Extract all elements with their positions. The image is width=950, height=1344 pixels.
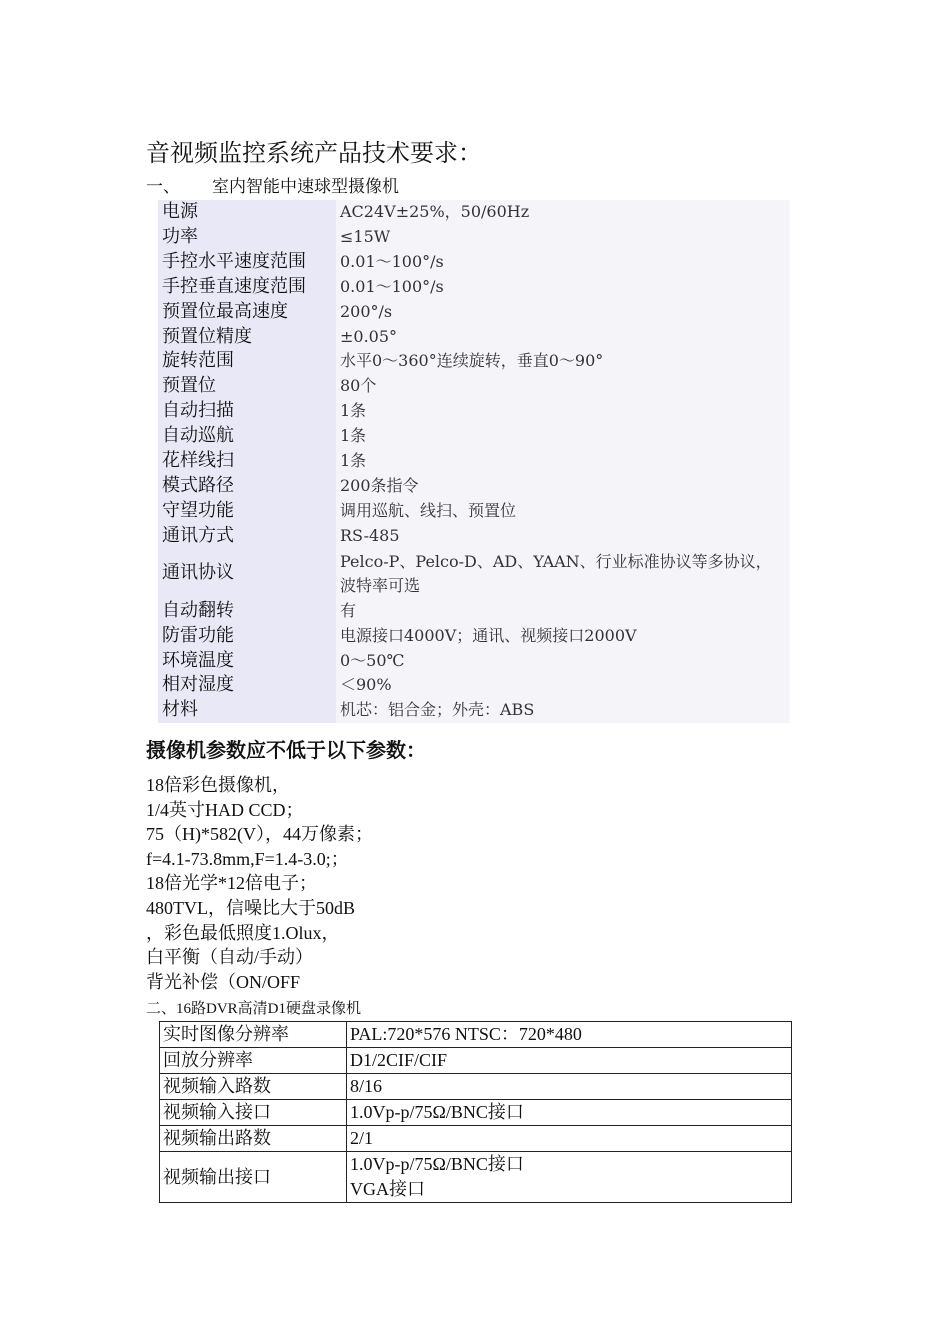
spec-row	[158, 673, 790, 698]
spec-key: 旋转范围	[158, 349, 336, 374]
dvr-spec-value	[347, 1152, 792, 1203]
spec-value: 水平0～360°连续旋转，垂直0～90°	[336, 349, 790, 374]
spec-key: 相对湿度	[158, 673, 336, 698]
dvr-spec-key: 视频输入接口	[160, 1100, 347, 1126]
section-1-number: 一、	[146, 177, 180, 197]
spec-value: ＜90%	[336, 673, 790, 698]
dvr-spec-row	[160, 1126, 792, 1152]
spec-key: 预置位最高速度	[158, 300, 336, 325]
camera-param-line: 18倍光学*12倍电子；	[146, 873, 317, 894]
dvr-spec-value	[347, 1022, 792, 1048]
dome-camera-spec-table	[158, 200, 790, 723]
spec-value: Pelco-P、Pelco-D、AD、YAAN、行业标准协议等多协议，波特率可选	[336, 549, 790, 599]
spec-row	[158, 449, 790, 474]
spec-key: 守望功能	[158, 499, 336, 524]
spec-value: 80个	[336, 374, 790, 399]
spec-key: 环境温度	[158, 649, 336, 674]
spec-value: 0～50℃	[336, 649, 790, 674]
spec-key: 电源	[158, 200, 336, 225]
dvr-spec-row	[160, 1100, 792, 1126]
dvr-spec-row	[160, 1048, 792, 1074]
spec-row	[158, 474, 790, 499]
spec-value: ±0.05°	[336, 325, 790, 350]
spec-row	[158, 424, 790, 449]
spec-row	[158, 250, 790, 275]
dvr-spec-row	[160, 1074, 792, 1100]
camera-param-line: 1/4英寸HAD CCD；	[146, 799, 304, 820]
section-1-heading	[146, 176, 399, 198]
spec-value: 1条	[336, 399, 790, 424]
spec-row	[158, 698, 790, 723]
spec-row	[158, 599, 790, 624]
dvr-spec-value	[347, 1074, 792, 1100]
spec-key: 功率	[158, 225, 336, 250]
spec-row	[158, 300, 790, 325]
spec-key: 手控垂直速度范围	[158, 275, 336, 300]
dvr-spec-key: 回放分辨率	[160, 1048, 347, 1074]
spec-value: 0.01～100°/s	[336, 250, 790, 275]
spec-row	[158, 649, 790, 674]
dvr-spec-key: 视频输出路数	[160, 1126, 347, 1152]
dvr-spec-key: 视频输入路数	[160, 1074, 347, 1100]
spec-key: 花样线扫	[158, 449, 336, 474]
dvr-spec-row	[160, 1022, 792, 1048]
camera-param-line: ，彩色最低照度1.Olux，	[146, 922, 340, 943]
dvr-spec-value-line: 2/1	[350, 1128, 374, 1148]
dvr-spec-value	[347, 1100, 792, 1126]
dvr-spec-key: 实时图像分辨率	[160, 1022, 347, 1048]
spec-key: 手控水平速度范围	[158, 250, 336, 275]
dvr-spec-value	[347, 1048, 792, 1074]
spec-key: 材料	[158, 698, 336, 723]
spec-row	[158, 275, 790, 300]
spec-value: AC24V±25%，50/60Hz	[336, 200, 790, 225]
spec-value: ≤15W	[336, 225, 790, 250]
spec-value: 1条	[336, 449, 790, 474]
section-2-heading: 二、16路DVR高清D1硬盘录像机	[146, 1001, 362, 1017]
camera-params-heading: 摄像机参数应不低于以下参数：	[146, 738, 426, 762]
page-title: 音视频监控系统产品技术要求：	[146, 139, 482, 167]
dvr-spec-row	[160, 1152, 792, 1203]
spec-row	[158, 549, 790, 599]
spec-row	[158, 524, 790, 549]
spec-row	[158, 349, 790, 374]
spec-row	[158, 624, 790, 649]
spec-row	[158, 399, 790, 424]
camera-param-line: 白平衡（自动/手动）	[146, 947, 314, 968]
spec-value: 调用巡航、线扫、预置位	[336, 499, 790, 524]
camera-param-line: 背光补偿（ON/OFF	[146, 971, 301, 992]
dvr-spec-value-line: 1.0Vp-p/75Ω/BNC接口	[350, 1102, 524, 1122]
dvr-spec-key: 视频输出接口	[160, 1152, 347, 1203]
spec-row	[158, 225, 790, 250]
camera-param-line: 75（H)*582(V），44万像素；	[146, 824, 373, 845]
spec-value: 0.01～100°/s	[336, 275, 790, 300]
dvr-spec-value-line: D1/2CIF/CIF	[350, 1050, 448, 1070]
section-1-title: 室内智能中速球型摄像机	[212, 177, 399, 197]
spec-value: 有	[336, 599, 790, 624]
spec-key: 通讯协议	[158, 549, 336, 599]
spec-row	[158, 200, 790, 225]
camera-params-list	[146, 773, 373, 994]
spec-key: 自动扫描	[158, 399, 336, 424]
spec-value: 1条	[336, 424, 790, 449]
spec-value: 机芯：铝合金；外壳：ABS	[336, 698, 790, 723]
camera-param-line: 480TVL，信噪比大于50dB	[146, 897, 355, 918]
spec-key: 通讯方式	[158, 524, 336, 549]
spec-value: 200°/s	[336, 300, 790, 325]
spec-key: 防雷功能	[158, 624, 336, 649]
spec-value: RS-485	[336, 524, 790, 549]
spec-row	[158, 325, 790, 350]
spec-value: 200条指令	[336, 474, 790, 499]
dvr-spec-value-line: PAL:720*576 NTSC：720*480	[350, 1024, 582, 1044]
spec-row	[158, 374, 790, 399]
camera-param-line: f=4.1-73.8mm,F=1.4-3.0;；	[146, 848, 349, 869]
dvr-spec-table	[159, 1021, 792, 1203]
dvr-spec-value-line: 8/16	[350, 1076, 383, 1096]
spec-key: 模式路径	[158, 474, 336, 499]
dvr-spec-value	[347, 1126, 792, 1152]
dvr-spec-value-line: 1.0Vp-p/75Ω/BNC接口	[350, 1154, 524, 1174]
spec-key: 自动翻转	[158, 599, 336, 624]
camera-param-line: 18倍彩色摄像机，	[146, 775, 290, 795]
spec-key: 预置位精度	[158, 325, 336, 350]
spec-key: 预置位	[158, 374, 336, 399]
spec-key: 自动巡航	[158, 424, 336, 449]
spec-row	[158, 499, 790, 524]
spec-value: 电源接口4000V；通讯、视频接口2000V	[336, 624, 790, 649]
dvr-spec-value-line: VGA接口	[350, 1179, 425, 1199]
